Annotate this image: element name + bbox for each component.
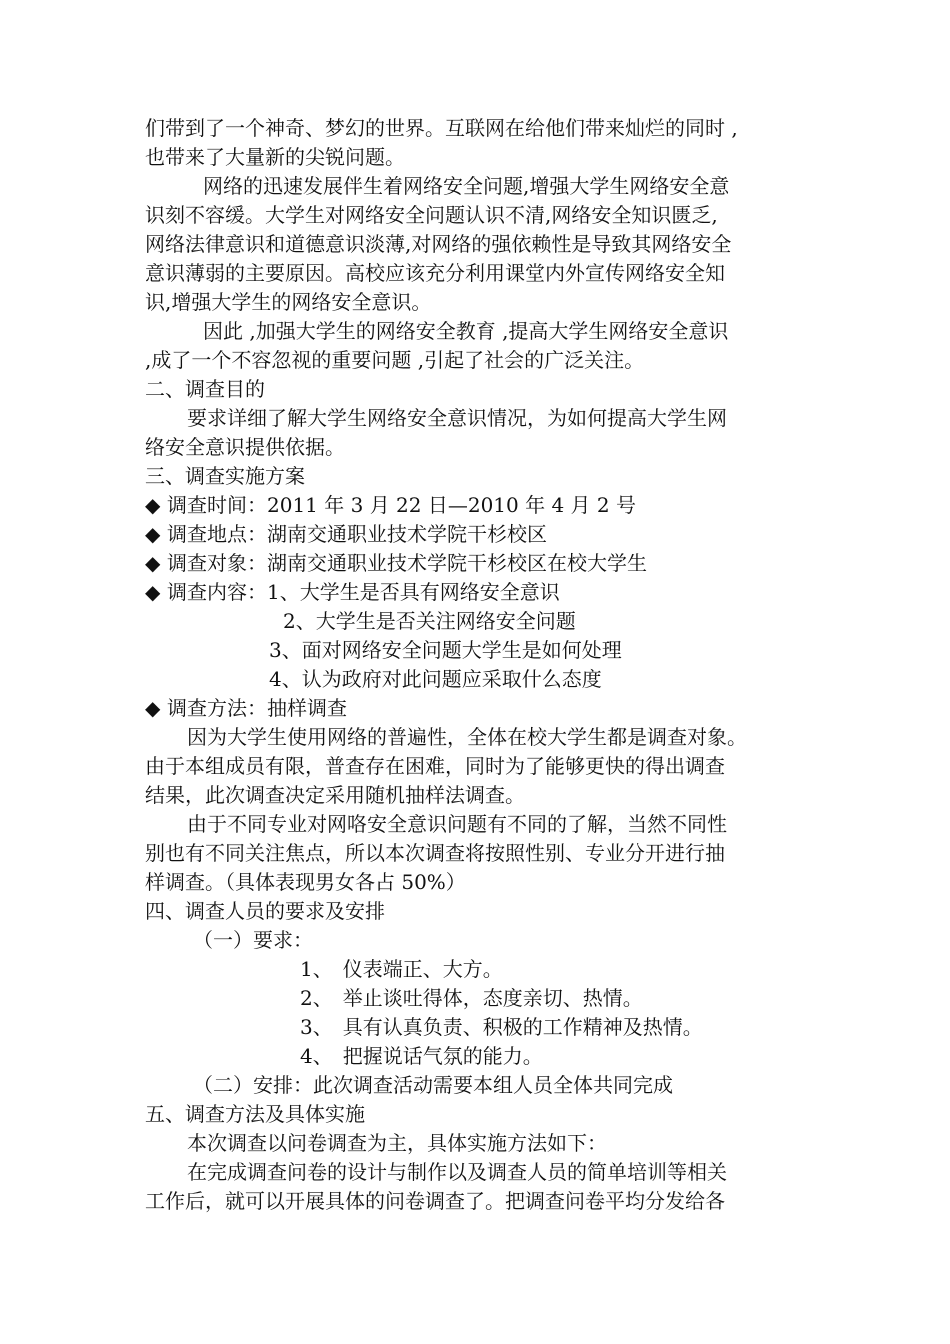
diamond-bullet-icon: ◆ bbox=[145, 522, 161, 546]
requirement-item-4: 4、 把握说话气氛的能力。 bbox=[300, 1044, 543, 1068]
section-5-body-line-2: 在完成调查问卷的设计与制作以及调查人员的简单培训等相关 bbox=[187, 1160, 727, 1184]
section-2-heading: 二、调查目的 bbox=[145, 377, 265, 401]
section-2-body-line-2: 络安全意识提供依据。 bbox=[145, 435, 345, 459]
survey-target-item bbox=[145, 549, 815, 578]
survey-content-text: 调查内容：1、大学生是否具有网络安全意识 bbox=[167, 580, 560, 604]
survey-time-item bbox=[145, 491, 815, 520]
section-5-body-line-3: 工作后，就可以开展具体的问卷调查了。把调查问卷平均分发给各 bbox=[145, 1189, 725, 1213]
network-paragraph-line-5: 识,增强大学生的网络安全意识。 bbox=[145, 290, 432, 314]
requirements-heading: （一）要求： bbox=[193, 928, 313, 952]
method-paragraph-1-line-1: 因为大学生使用网络的普遍性，全体在校大学生都是调查对象。 bbox=[187, 725, 747, 749]
section-5-body-line-1: 本次调查以问卷调查为主，具体实施方法如下： bbox=[187, 1131, 607, 1155]
requirement-item-3: 3、 具有认真负责、积极的工作精神及热情。 bbox=[300, 1015, 703, 1039]
survey-place-item bbox=[145, 520, 815, 549]
survey-content-subitem-3: 3、面对网络安全问题大学生是如何处理 bbox=[269, 638, 622, 662]
network-paragraph-line-2: 识刻不容缓。大学生对网络安全问题认识不清,网络安全知识匮乏, bbox=[145, 203, 718, 227]
method-paragraph-1-line-3: 结果，此次调查决定采用随机抽样法调查。 bbox=[145, 783, 525, 807]
requirement-item-2: 2、 举止谈吐得体，态度亲切、热情。 bbox=[300, 986, 643, 1010]
section-2-body-line-1: 要求详细了解大学生网络安全意识情况，为如何提高大学生网 bbox=[187, 406, 727, 430]
survey-time-text: 调查时间：2011 年 3 月 22 日—2010 年 4 月 2 号 bbox=[167, 493, 636, 517]
diamond-bullet-icon: ◆ bbox=[145, 580, 161, 604]
requirement-item-1: 1、 仪表端正、大方。 bbox=[300, 957, 503, 981]
section-3-heading: 三、调查实施方案 bbox=[145, 464, 305, 488]
survey-content-item bbox=[145, 578, 815, 607]
network-paragraph-line-1: 网络的迅速发展伴生着网络安全问题,增强大学生网络安全意 bbox=[203, 174, 730, 198]
intro-line-2: 也带来了大量新的尖锐问题。 bbox=[145, 145, 405, 169]
survey-content-subitem-4: 4、认为政府对此问题应采取什么态度 bbox=[269, 667, 602, 691]
section-5-heading: 五、调查方法及具体实施 bbox=[145, 1102, 365, 1126]
method-paragraph-2-line-3: 样调查。（具体表现男女各占 50%） bbox=[145, 870, 466, 894]
method-paragraph-1-line-2: 由于本组成员有限，普查存在困难，同时为了能够更快的得出调查 bbox=[145, 754, 725, 778]
diamond-bullet-icon: ◆ bbox=[145, 493, 161, 517]
arrangement-line: （二）安排：此次调查活动需要本组人员全体共同完成 bbox=[193, 1073, 673, 1097]
network-paragraph-line-4: 意识薄弱的主要原因。高校应该充分利用课堂内外宣传网络安全知 bbox=[145, 261, 725, 285]
diamond-bullet-icon: ◆ bbox=[145, 696, 161, 720]
document-page bbox=[145, 114, 815, 1216]
therefore-paragraph-line-2: ,成了一个不容忽视的重要问题 ,引起了社会的广泛关注。 bbox=[145, 348, 645, 372]
section-4-heading: 四、调查人员的要求及安排 bbox=[145, 899, 385, 923]
survey-method-text: 调查方法：抽样调查 bbox=[167, 696, 347, 720]
method-paragraph-2-line-2: 别也有不同关注焦点，所以本次调查将按照性别、专业分开进行抽 bbox=[145, 841, 725, 865]
method-paragraph-2-line-1: 由于不同专业对网咯安全意识问题有不同的了解，当然不同性 bbox=[187, 812, 727, 836]
therefore-paragraph-line-1: 因此 ,加强大学生的网络安全教育 ,提高大学生网络安全意识 bbox=[203, 319, 729, 343]
survey-content-subitem-2: 2、大学生是否关注网络安全问题 bbox=[283, 609, 576, 633]
survey-method-item bbox=[145, 694, 815, 723]
intro-line-1: 们带到了一个神奇、梦幻的世界。互联网在给他们带来灿烂的同时 , bbox=[145, 116, 738, 140]
survey-place-text: 调查地点：湖南交通职业技术学院干杉校区 bbox=[167, 522, 547, 546]
survey-target-text: 调查对象：湖南交通职业技术学院干杉校区在校大学生 bbox=[167, 551, 647, 575]
diamond-bullet-icon: ◆ bbox=[145, 551, 161, 575]
network-paragraph-line-3: 网络法律意识和道德意识淡薄,对网络的强依赖性是导致其网络安全 bbox=[145, 232, 732, 256]
